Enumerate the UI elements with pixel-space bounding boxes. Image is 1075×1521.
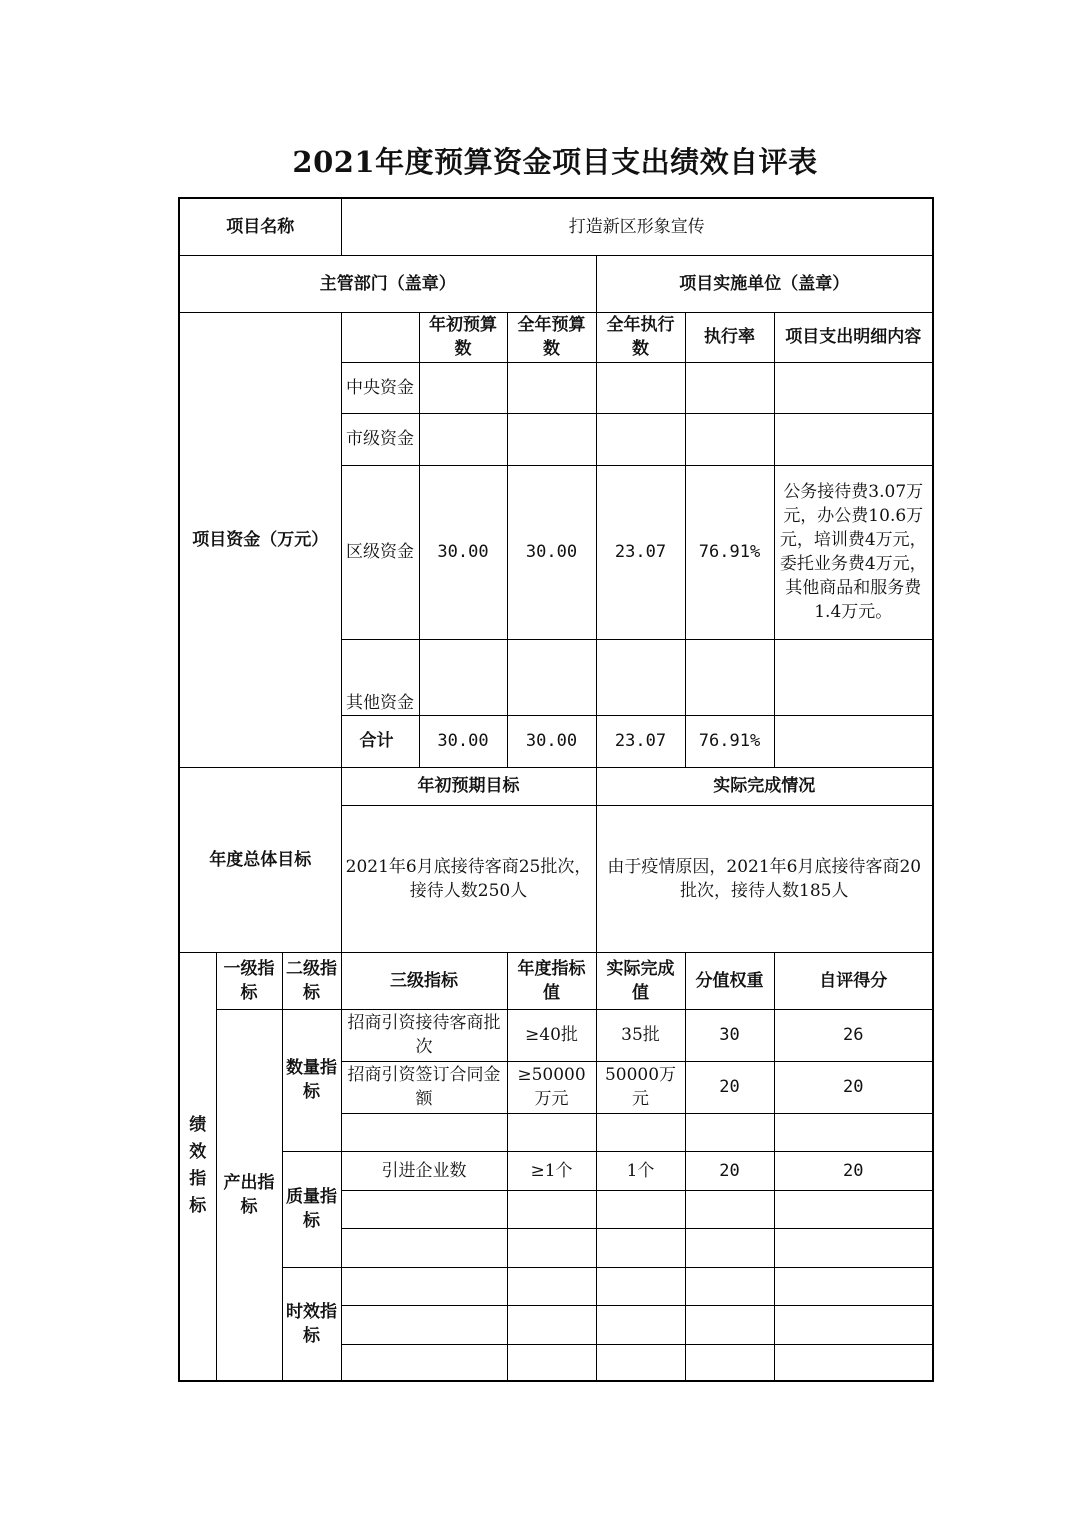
expected-goal-label: 年初预期目标 (341, 767, 596, 805)
indicator-target: ≥40批 (507, 1009, 596, 1061)
indicator-actual (596, 1344, 685, 1381)
indicator-name (341, 1344, 507, 1381)
fund-cell (507, 362, 596, 413)
col-annual-executed: 全年执行数 (596, 312, 685, 362)
annual-goal-label: 年度总体目标 (179, 767, 341, 952)
fund-cell: 76.91% (685, 465, 774, 639)
indicator-score (774, 1305, 933, 1344)
col-initial-budget: 年初预算数 (419, 312, 507, 362)
indicator-target: ≥1个 (507, 1151, 596, 1190)
indicator-name (341, 1113, 507, 1151)
col-self-score: 自评得分 (774, 952, 933, 1009)
fund-cell (774, 362, 933, 413)
indicator-weight (685, 1228, 774, 1267)
fund-cell (419, 413, 507, 465)
indicator-target (507, 1113, 596, 1151)
indicator-target (507, 1305, 596, 1344)
performance-table (178, 197, 934, 1382)
quality-indicator-label: 质量指标 (282, 1151, 341, 1267)
indicator-weight (685, 1190, 774, 1228)
fund-cell (419, 639, 507, 715)
project-name-value: 打造新区形象宣传 (341, 198, 933, 255)
fund-source-city: 市级资金 (341, 413, 419, 465)
indicator-actual (596, 1190, 685, 1228)
actual-result-label: 实际完成情况 (596, 767, 933, 805)
col-annual-target: 年度指标值 (507, 952, 596, 1009)
indicator-score (774, 1228, 933, 1267)
indicator-score (774, 1267, 933, 1305)
indicator-score: 20 (774, 1151, 933, 1190)
col-annual-budget: 全年预算数 (507, 312, 596, 362)
indicator-actual (596, 1228, 685, 1267)
col-level3-indicator: 三级指标 (341, 952, 507, 1009)
fund-source-district: 区级资金 (341, 465, 419, 639)
indicator-actual: 50000万元 (596, 1061, 685, 1113)
fund-cell: 23.07 (596, 715, 685, 767)
fund-cell (419, 362, 507, 413)
indicator-actual (596, 1113, 685, 1151)
fund-cell: 30.00 (507, 465, 596, 639)
col-execution-rate: 执行率 (685, 312, 774, 362)
timeliness-indicator-label: 时效指标 (282, 1267, 341, 1381)
indicator-weight: 30 (685, 1009, 774, 1061)
fund-cell (685, 639, 774, 715)
indicator-name (341, 1190, 507, 1228)
project-name-label: 项目名称 (179, 198, 341, 255)
col-actual-value: 实际完成值 (596, 952, 685, 1009)
indicator-actual: 1个 (596, 1151, 685, 1190)
indicator-score (774, 1190, 933, 1228)
indicator-target (507, 1267, 596, 1305)
quantity-indicator-label: 数量指标 (282, 1009, 341, 1151)
fund-cell (774, 639, 933, 715)
indicator-weight (685, 1305, 774, 1344)
fund-cell (596, 639, 685, 715)
fund-cell: 30.00 (419, 465, 507, 639)
indicator-name (341, 1228, 507, 1267)
fund-cell: 30.00 (419, 715, 507, 767)
expected-goal-text: 2021年6月底接待客商25批次，接待人数250人 (341, 805, 596, 952)
indicator-actual: 35批 (596, 1009, 685, 1061)
actual-result-text: 由于疫情原因，2021年6月底接待客商20批次，接待人数185人 (596, 805, 933, 952)
indicator-score: 26 (774, 1009, 933, 1061)
indicator-weight: 20 (685, 1061, 774, 1113)
funds-label: 项目资金（万元） (179, 312, 341, 767)
fund-cell: 23.07 (596, 465, 685, 639)
col-weight: 分值权重 (685, 952, 774, 1009)
indicator-weight (685, 1344, 774, 1381)
indicator-weight (685, 1113, 774, 1151)
fund-cell: 76.91% (685, 715, 774, 767)
fund-cell: 30.00 (507, 715, 596, 767)
indicator-target (507, 1228, 596, 1267)
fund-cell (507, 639, 596, 715)
page-title: 2021年度预算资金项目支出绩效自评表 (292, 145, 818, 179)
col-level2-indicator: 二级指标 (282, 952, 341, 1009)
indicator-target (507, 1344, 596, 1381)
indicator-name: 引进企业数 (341, 1151, 507, 1190)
indicator-name (341, 1305, 507, 1344)
fund-source-other: 其他资金 (341, 639, 419, 715)
fund-cell (507, 413, 596, 465)
indicator-target: ≥50000万元 (507, 1061, 596, 1113)
expense-detail-text: 公务接待费3.07万元，办公费10.6万元，培训费4万元，委托业务费4万元，其他商品和服务费1.4万元。 (774, 465, 933, 639)
fund-cell (596, 413, 685, 465)
indicator-weight: 20 (685, 1151, 774, 1190)
fund-cell (774, 413, 933, 465)
indicator-name: 招商引资接待客商批次 (341, 1009, 507, 1061)
indicator-actual (596, 1267, 685, 1305)
funds-corner-cell (341, 312, 419, 362)
col-level1-indicator: 一级指标 (216, 952, 282, 1009)
fund-cell (596, 362, 685, 413)
fund-cell (685, 362, 774, 413)
indicator-score (774, 1113, 933, 1151)
indicator-score (774, 1344, 933, 1381)
indicator-weight (685, 1267, 774, 1305)
indicator-actual (596, 1305, 685, 1344)
indicator-target (507, 1190, 596, 1228)
col-expense-detail: 项目支出明细内容 (774, 312, 933, 362)
impl-unit-label: 项目实施单位（盖章） (596, 255, 933, 312)
fund-cell (774, 715, 933, 767)
fund-source-central: 中央资金 (341, 362, 419, 413)
indicator-score: 20 (774, 1061, 933, 1113)
indicator-name: 招商引资签订合同金额 (341, 1061, 507, 1113)
indicator-name (341, 1267, 507, 1305)
fund-total-label: 合计 (341, 715, 419, 767)
supervisor-dept-label: 主管部门（盖章） (179, 255, 596, 312)
performance-indicators-label: 绩效指标 (179, 952, 216, 1381)
output-indicator-label: 产出指标 (216, 1009, 282, 1381)
fund-cell (685, 413, 774, 465)
